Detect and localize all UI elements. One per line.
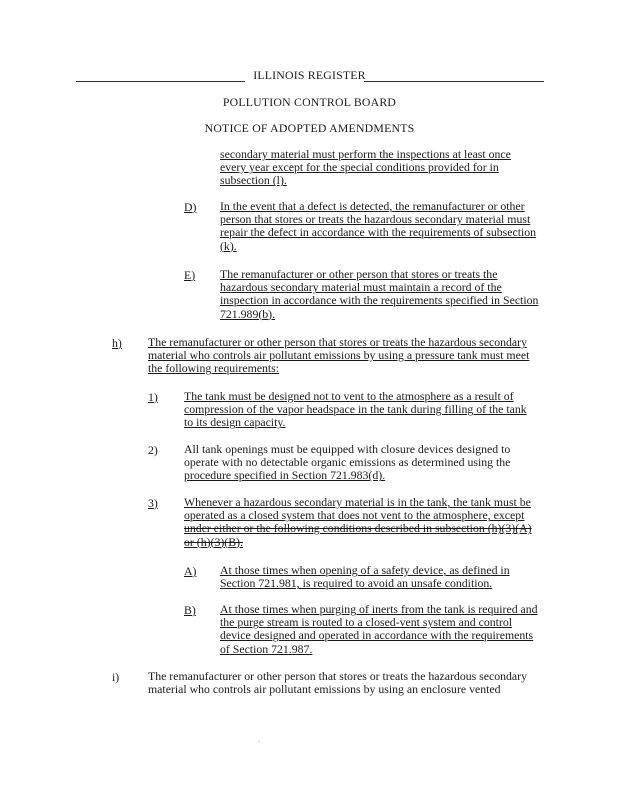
item-marker-1: 1): [148, 390, 158, 404]
board-title: POLLUTION CONTROL BOARD: [222, 95, 397, 109]
scan-speck: [258, 741, 260, 742]
text-line: repair the defect in accordance with the requirements of subsection: [220, 225, 537, 240]
item-1-paragraph: [184, 390, 527, 430]
item-marker-d: D): [184, 200, 197, 214]
text-line: person that stores or treats the hazardous secondary material must: [220, 212, 531, 227]
item-marker-h: h): [112, 336, 122, 350]
text-line: operate with no detectable organic emissions as determined using the: [184, 455, 511, 470]
text-line: the purge stream is routed to a closed-vent system and control: [220, 615, 513, 630]
item-d-paragraph: [220, 200, 536, 253]
text-line: At those times when purging of inerts from the tank is required and: [220, 602, 538, 616]
text-line: hazardous secondary material must maintain a record of the: [220, 280, 502, 295]
text-line: The tank must be designed not to vent to the atmosphere as a result of: [184, 389, 514, 403]
text-line: the following requirements:: [148, 361, 280, 376]
notice-title: NOTICE OF ADOPTED AMENDMENTS: [204, 121, 415, 135]
item-marker-2: 2): [148, 443, 158, 457]
item-a-paragraph: [220, 564, 510, 590]
text-line: compression of the vapor headspace in the tank during filling of the tank: [184, 402, 527, 417]
text-line: Whenever a hazardous secondary material is in the tank, the tank must be: [184, 495, 531, 509]
text-line: (k).: [220, 238, 237, 253]
item-marker-3: 3): [148, 496, 158, 510]
item-h-paragraph: [148, 336, 529, 376]
item-2-paragraph: [184, 443, 510, 483]
item-marker-b: B): [184, 603, 196, 617]
item-marker-i: i): [112, 670, 120, 684]
text-line: operated as a closed system that does not vent to the atmosphere, except: [184, 508, 525, 523]
text-line: subsection (l).: [220, 173, 287, 188]
text-line: under either or the following conditions described in subsection (h)(3)(A): [184, 521, 532, 536]
item-e-paragraph: [220, 268, 538, 321]
text-line: every year except for the special conditions provided for in: [220, 160, 499, 175]
text-line: Section 721.981, is required to avoid an unsafe condition.: [220, 576, 493, 591]
text-line: In the event that a defect is detected, the remanufacturer or other: [220, 199, 525, 213]
text-line: to its design capacity.: [184, 415, 286, 430]
text-line: procedure specified in Section 721.983(d).: [184, 468, 386, 483]
text-line: secondary material must perform the inspections at least once: [220, 147, 511, 161]
register-title: ILLINOIS REGISTER: [253, 68, 366, 82]
item-marker-a: A): [184, 564, 197, 578]
text-line: of Section 721.987.: [220, 641, 313, 656]
text-line: At those times when opening of a safety device, as defined in: [220, 563, 510, 577]
item-3-paragraph: [184, 496, 532, 549]
text-line: The remanufacturer or other person that stores or treats the hazardous secondary: [148, 335, 527, 349]
text-line: device designed and operated in accordance with the requirements: [220, 628, 534, 643]
item-b-paragraph: [220, 603, 538, 656]
text-line: or (h)(3)(B).: [184, 534, 243, 549]
text-line: 721.989(b).: [220, 306, 276, 321]
text-line: inspection in accordance with the requirements specified in Section: [220, 293, 539, 308]
item-i-paragraph: [148, 670, 527, 696]
item-marker-e: E): [184, 268, 196, 282]
text-line: All tank openings must be equipped with closure devices designed to: [184, 442, 511, 456]
text-line: The remanufacturer or other person that stores or treats the hazardous secondary: [148, 669, 527, 683]
continued-paragraph: [220, 148, 511, 188]
text-line: The remanufacturer or other person that stores or treats the: [220, 267, 498, 281]
text-line: material who controls air pollutant emissions by using an enclosure vented: [148, 682, 501, 697]
text-line: material who controls air pollutant emissions by using a pressure tank must meet: [148, 348, 530, 363]
